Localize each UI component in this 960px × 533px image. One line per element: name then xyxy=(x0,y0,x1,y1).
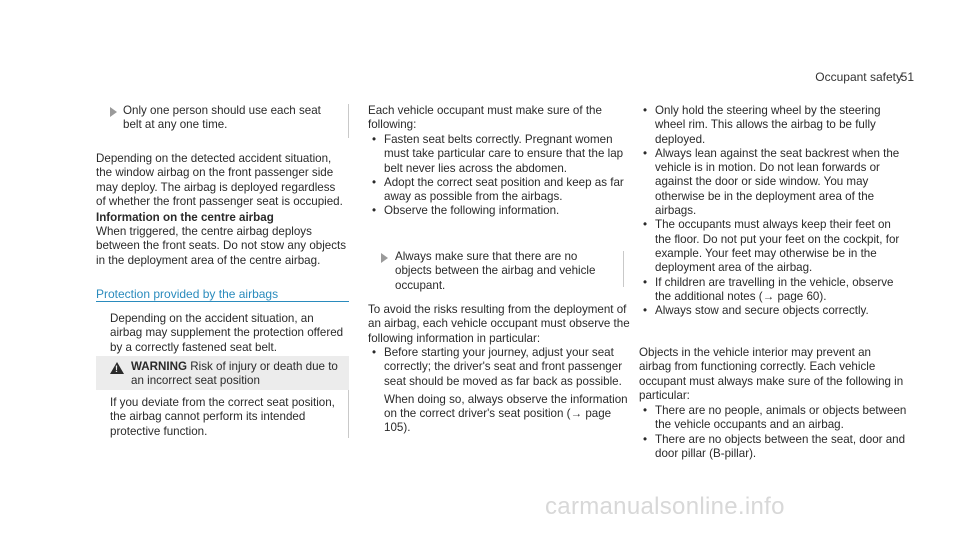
paragraph: Objects in the vehicle interior may prevent an airbag from functioning correctly. Each vehicle occupant must always make sure of the following in particular: xyxy=(639,346,904,402)
section-divider xyxy=(96,301,349,302)
list-item: • There are no people, animals or objects between the vehicle occupants and an airbag. xyxy=(639,404,909,433)
watermark: carmanualsonline.info xyxy=(545,493,785,520)
warning-text: If you deviate from the correct seat position, the airbag cannot perform its intended protective function. xyxy=(110,396,335,438)
list-item: • Always lean against the seat backrest when the vehicle is in motion. Do not lean forwards or against the door or side window. You may otherwise be in the deployment area of the airbags. xyxy=(639,147,909,218)
list-item: • Only hold the steering wheel by the steering wheel rim. This allows the airbag to be fully deployed. xyxy=(639,104,909,147)
paragraph: Depending on the detected accident situation, the window airbag on the front passenger side may deploy. The airbag is deployed regardless of whether the front passenger seat is occupied. xyxy=(96,152,343,208)
list-item: • Always stow and secure objects correctly. xyxy=(639,304,909,318)
note-text: Only one person should use each seat belt at any one time. xyxy=(123,104,321,132)
note-text: Always make sure that there are no objects between the airbag and vehicle occupant. xyxy=(395,250,596,292)
list-item: • The occupants must always keep their feet on the floor. Do not put your feet on the cockpit, for example. Your feet may otherwise be in the deployment area of the airbag. xyxy=(639,218,909,275)
bullet-list xyxy=(368,133,630,219)
list-item-continuation: When doing so, always observe the information on the correct driver's seat position (→ page 105). xyxy=(384,392,628,435)
subheading: Information on the centre airbag xyxy=(96,211,274,224)
warning-title-text: Risk of injury or death due to an incorrect seat position xyxy=(131,360,338,388)
warning-title xyxy=(131,360,345,389)
list-item: • Adopt the correct seat position and keep as far away as possible from the airbags. xyxy=(368,176,630,205)
note-arrow-icon xyxy=(110,107,117,117)
note-rule xyxy=(623,251,624,287)
bullet-list xyxy=(639,404,909,461)
note-rule xyxy=(348,104,349,138)
paragraph: When triggered, the centre airbag deploys between the front seats. Do not stow any objects in the deployment area of the centre airbag. xyxy=(96,225,347,267)
list-item: • If children are travelling in the vehicle, observe the additional notes (→ page 60). xyxy=(639,276,909,305)
bullet-list xyxy=(368,346,630,436)
list-item: • Observe the following information. xyxy=(368,204,630,218)
note-arrow-icon xyxy=(381,253,388,263)
list-item: • There are no objects between the seat, door and door pillar (B-pillar). xyxy=(639,433,909,462)
paragraph: Each vehicle occupant must make sure of the following: xyxy=(368,104,602,132)
list-item-text: Before starting your journey, adjust your seat correctly; the driver's seat and front passenger seat should be moved as far back as possible. xyxy=(384,346,623,388)
warning-label: WARNING xyxy=(131,360,188,373)
section-title: Protection provided by the airbags xyxy=(96,287,279,301)
page-number: 51 xyxy=(900,70,914,84)
section-name: Occupant safety xyxy=(815,70,902,84)
bullet-list xyxy=(639,104,909,318)
list-item: • Fasten seat belts correctly. Pregnant women must take particular care to ensure that the lap belt never lies across the abdomen. xyxy=(368,133,630,176)
list-item xyxy=(368,346,630,436)
paragraph: Depending on the accident situation, an airbag may supplement the protection offered by a correctly fastened seat belt. xyxy=(110,312,344,354)
warning-triangle-icon: ! xyxy=(110,362,124,374)
paragraph: To avoid the risks resulting from the deployment of an airbag, each vehicle occupant must observe the following information in particular: xyxy=(368,303,630,345)
warning-rule xyxy=(348,390,349,438)
